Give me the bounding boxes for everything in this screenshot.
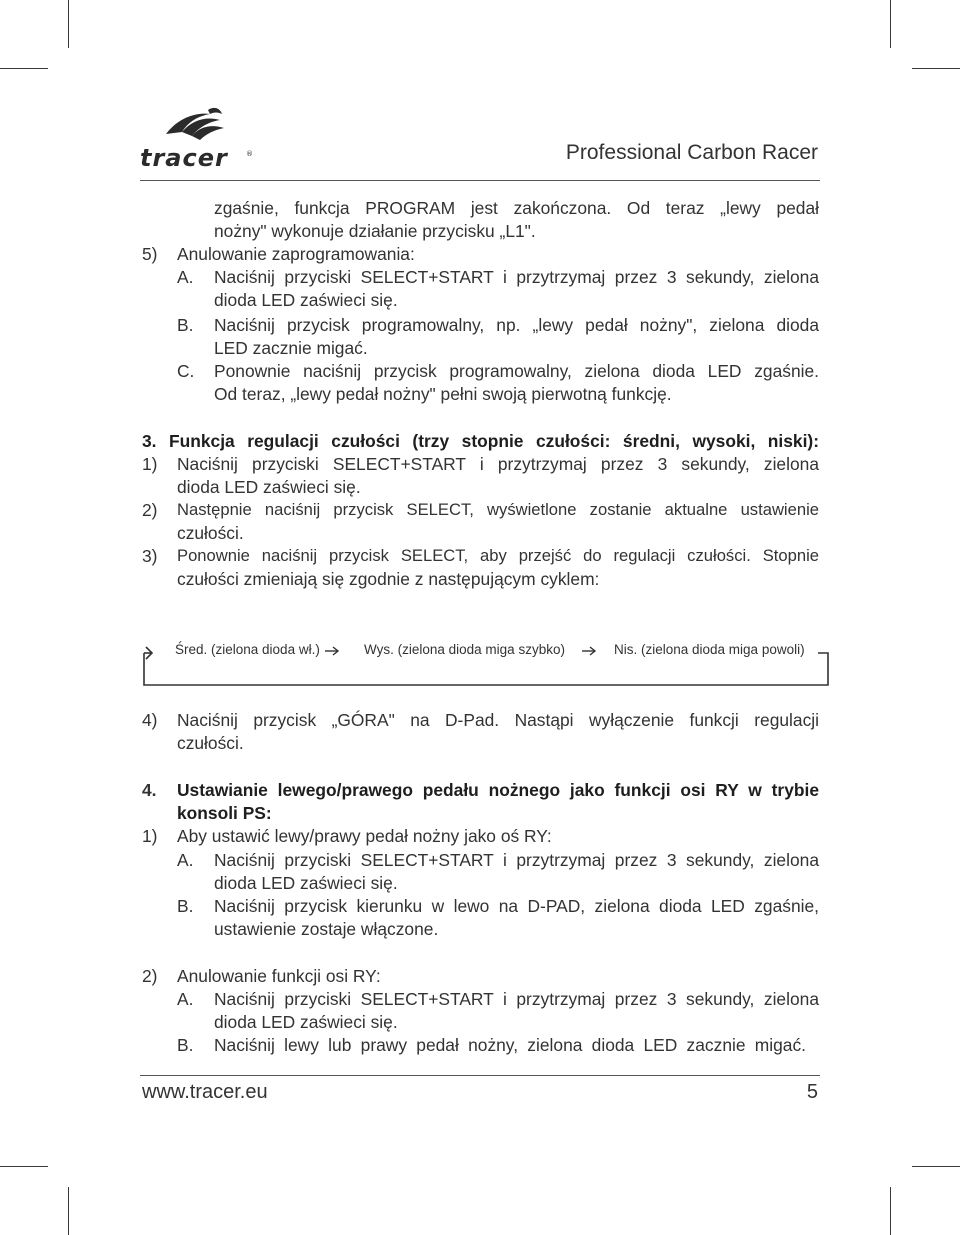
page-number: 5 (806, 1081, 818, 1103)
text-line: dioda LED zaświeci się. (214, 873, 398, 893)
text-line: ustawienie zostaje włączone. (214, 919, 439, 939)
text-line: czułości. (177, 523, 244, 543)
svg-text:®: ® (246, 150, 253, 158)
tracer-logo (138, 104, 258, 174)
text-line: Ponownie naciśnij przycisk programowalny, zielona dioda LED zgaśnie. (214, 361, 819, 381)
crop-mark (68, 0, 69, 48)
step-number: 1) (142, 826, 158, 846)
text-line: Naciśnij przycisk „GÓRA" na D-Pad. Nastąpi wyłączenie funkcji regulacji (177, 710, 819, 730)
step-number: 2) (142, 966, 158, 986)
cycle-step-low: Nis. (zielona dioda miga powoli) (614, 642, 805, 657)
text-line: Naciśnij przyciski SELECT+START i przytrzymaj przez 3 sekundy, zielona (214, 989, 819, 1009)
step-label: Anulowanie funkcji osi RY: (177, 966, 381, 986)
footer-divider (140, 1075, 820, 1076)
crop-mark (68, 1187, 69, 1235)
text-line: dioda LED zaświeci się. (177, 477, 361, 497)
text-line: zgaśnie, funkcja PROGRAM jest zakończona. Od teraz „lewy pedał (214, 198, 819, 218)
substep-letter: A. (177, 267, 194, 287)
substep-letter: A. (177, 989, 194, 1009)
step-label: Aby ustawić lewy/prawy pedał nożny jako oś RY: (177, 826, 552, 846)
crop-mark (890, 1187, 891, 1235)
substep-letter: B. (177, 1035, 194, 1055)
text-line: LED zacznie migać. (214, 338, 368, 358)
section-heading: konsoli PS: (177, 803, 272, 823)
text-line: czułości zmieniają się zgodnie z następującym cyklem: (177, 569, 600, 589)
text-line: Naciśnij przyciski SELECT+START i przytrzymaj przez 3 sekundy, zielona (214, 850, 819, 870)
step-label: Anulowanie zaprogramowania: (177, 244, 415, 264)
text-line: Ponownie naciśnij przycisk SELECT, aby przejść do regulacji czułości. Stopnie (177, 546, 819, 565)
cycle-step-high: Wys. (zielona dioda miga szybko) (364, 642, 565, 657)
text-line: czułości. (177, 733, 244, 753)
step-number: 4) (142, 710, 158, 730)
text-line: Naciśnij przycisk kierunku w lewo na D-PAD, zielona dioda LED zgaśnie, (214, 896, 819, 916)
text-line: Naciśnij przyciski SELECT+START i przytrzymaj przez 3 sekundy, zielona (177, 454, 819, 474)
section-heading: 3. Funkcja regulacji czułości (trzy stopnie czułości: średni, wysoki, niski): (142, 431, 819, 451)
substep-letter: A. (177, 850, 194, 870)
step-number: 3) (142, 546, 158, 566)
substep-letter: B. (177, 896, 194, 916)
section-number: 4. (142, 780, 157, 800)
crop-mark (0, 1166, 48, 1167)
text-line: Naciśnij lewy lub prawy pedał nożny, zielona dioda LED zacznie migać. (214, 1035, 806, 1055)
crop-mark (912, 1166, 960, 1167)
step-number: 2) (142, 500, 158, 520)
substep-letter: B. (177, 315, 194, 335)
text-line: nożny" wykonuje działanie przycisku „L1". (214, 221, 536, 241)
section-heading: Ustawianie lewego/prawego pedału nożnego jako funkcji osi RY w trybie (177, 780, 819, 800)
cycle-step-medium: Śred. (zielona dioda wł.) (175, 642, 320, 657)
substep-letter: C. (177, 361, 195, 381)
step-number: 5) (142, 244, 158, 264)
product-title: Professional Carbon Racer (565, 141, 818, 164)
header-divider (140, 180, 820, 181)
crop-mark (0, 68, 48, 69)
text-line: Od teraz, „lewy pedał nożny" pełni swoją pierwotną funkcję. (214, 384, 672, 404)
text-line: Naciśnij przyciski SELECT+START i przytrzymaj przez 3 sekundy, zielona (214, 267, 819, 287)
crop-mark (890, 0, 891, 48)
text-line: Naciśnij przycisk programowalny, np. „lewy pedał nożny", zielona dioda (214, 315, 819, 335)
step-number: 1) (142, 454, 158, 474)
text-line: dioda LED zaświeci się. (214, 1012, 398, 1032)
logo-wordmark: tracer (140, 144, 228, 172)
text-line: Następnie naciśnij przycisk SELECT, wyświetlone zostanie aktualne ustawienie (177, 500, 819, 519)
text-line: dioda LED zaświeci się. (214, 290, 398, 310)
crop-mark (912, 68, 960, 69)
footer-url: www.tracer.eu (142, 1081, 268, 1103)
